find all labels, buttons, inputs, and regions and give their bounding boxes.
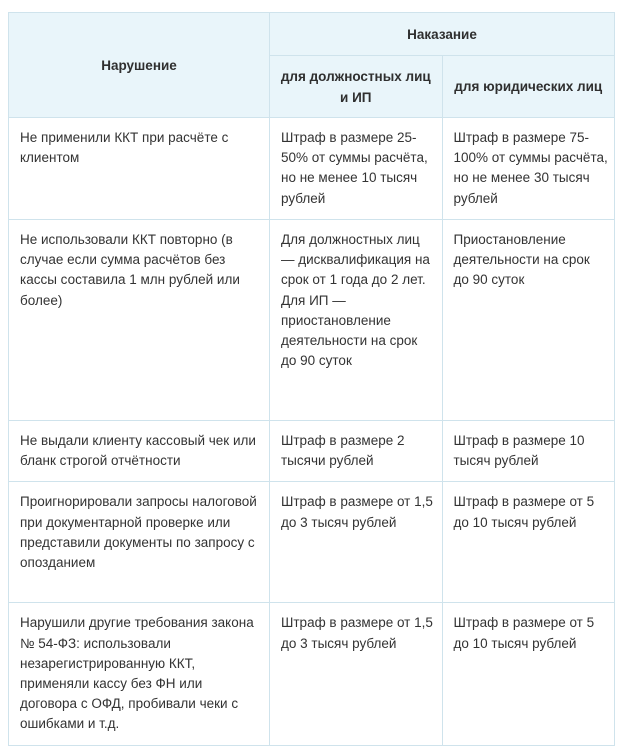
- cell-violation: Не использовали ККТ повторно (в случае если сумма расчётов без кассы составила 1 млн рублей или более): [9, 220, 270, 421]
- cell-officials: Штраф в размере от 1,5 до 3 тысяч рублей: [270, 603, 443, 745]
- table-row: [9, 220, 615, 421]
- cell-violation: Не выдали клиенту кассовый чек или бланк строгой отчётности: [9, 421, 270, 482]
- header-officials: для должностных лиц и ИП: [270, 56, 443, 118]
- table-row: [9, 603, 615, 745]
- table-row: [9, 118, 615, 220]
- header-penalty: Наказание: [270, 13, 615, 56]
- header-violation: Нарушение: [9, 13, 270, 118]
- cell-officials: [270, 220, 443, 421]
- cell-officials: Штраф в размере 2 тысячи рублей: [270, 421, 443, 482]
- cell-officials-line-1: Для должностных лиц — дисквалификация на срок от 1 года до 2 лет.: [281, 232, 430, 288]
- table-body: [9, 118, 615, 746]
- cell-legal: Штраф в размере 10 тысяч рублей: [442, 421, 615, 482]
- table-row: [9, 482, 615, 603]
- table-header: [9, 13, 615, 118]
- cell-violation: Не применили ККТ при расчёте с клиентом: [9, 118, 270, 220]
- header-legal: для юридических лиц: [442, 56, 615, 118]
- table-row: [9, 421, 615, 482]
- cell-officials: Штраф в размере 25-50% от суммы расчёта, но не менее 10 тысяч рублей: [270, 118, 443, 220]
- penalties-table: [8, 12, 615, 746]
- penalties-table-wrapper: [8, 12, 615, 746]
- cell-violation: Проигнорировали запросы налоговой при документарной проверке или представили документы по запросу с опозданием: [9, 482, 270, 603]
- cell-legal: Штраф в размере от 5 до 10 тысяч рублей: [442, 603, 615, 745]
- cell-violation: Нарушили другие требования закона № 54-ФЗ: использовали незарегистрированную ККТ, применяли кассу без ФН или договора с ОФД, пробивали чеки с ошибками и т.д.: [9, 603, 270, 745]
- cell-legal: Штраф в размере от 5 до 10 тысяч рублей: [442, 482, 615, 603]
- cell-officials-line-2: Для ИП — приостановление деятельности на срок до 90 суток: [281, 292, 418, 369]
- cell-legal: Штраф в размере 75-100% от суммы расчёта, но не менее 30 тысяч рублей: [442, 118, 615, 220]
- header-row-top: [9, 13, 615, 56]
- cell-legal: Приостановление деятельности на срок до 90 суток: [442, 220, 615, 421]
- cell-officials: Штраф в размере от 1,5 до 3 тысяч рублей: [270, 482, 443, 603]
